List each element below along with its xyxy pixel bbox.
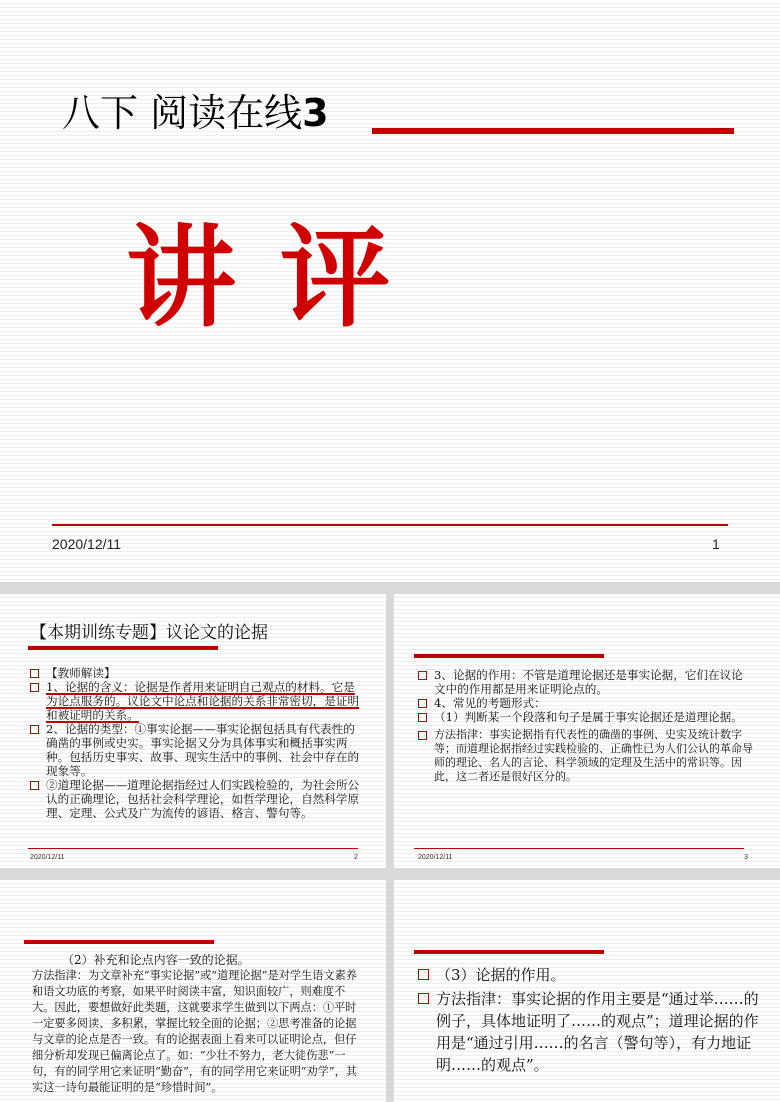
section-heading: （2）补充和论点内容一致的论据。 (62, 953, 250, 967)
slide-heading: 【本期训练专题】议论文的论据 (30, 623, 268, 643)
bullet-icon (30, 669, 39, 678)
title-rule (372, 128, 734, 134)
slide-number: 2 (354, 854, 358, 861)
bullet-icon (30, 781, 39, 790)
list-item: 2、论据的类型：①事实论据——事实论据包括具有代表性的确凿的事例或史实。事实论据又分为具体事实和概括事实两种。包括历史事实、故事、现实生活中的事例、社会中存在的现象等。 (30, 722, 360, 778)
heading-rule (28, 646, 218, 650)
list-item: 4、常见的考题形式： (418, 696, 754, 710)
bullet-list (418, 668, 754, 784)
footer-rule (52, 524, 728, 526)
title-text: 八下 阅读在线 (62, 91, 303, 135)
slide-3 (394, 594, 780, 868)
list-item: （1）判断某一个段落和句子是属于事实论据还是道理论据。 (418, 710, 754, 724)
bullet-icon (418, 731, 427, 740)
slide-5 (394, 880, 780, 1102)
big-heading: 讲评 (126, 214, 434, 342)
method-paragraph: 方法指津：为文章补充“事实论据”或“道理论据”是对学生语文素养和语文功底的考察，如果平时阅读丰富，知识面较广，则难度不大。因此，要想做好此类题，这就要求学生做到以下两点：①平时一定要多阅读、多积累，掌握比较全面的论据；②思考准备的论据与文章的论点是否一致。有的论据表面上看来可以证明论点，但仔细分析却发现已偏离论点了。如：“少壮不努力，老大徒伤悲”一句，有的同学用它来证明“勤奋”，有的同学用它来证明“劝学”，其实这一诗句最能证明的是“珍惜时间”。 (32, 969, 357, 1094)
slide-title (62, 82, 329, 137)
footer-rule (28, 848, 358, 849)
bullet-icon (418, 671, 427, 680)
top-rule (24, 940, 214, 944)
list-item: 1、论据的含义：论据是作者用来证明自己观点的材料。它是为论点服务的。议论文中论点和论据的关系非常密切，是证明和被证明的关系。 (30, 680, 360, 722)
bullet-list (418, 964, 764, 1076)
bullet-icon (418, 993, 429, 1004)
bullet-icon (418, 713, 427, 722)
list-item: ②道理论据——道理论据指经过人们实践检验的，为社会所公认的正确理论，包括社会科学理论，如哲学理论，自然科学原理、定理、公式及广为流传的谚语、格言、警句等。 (30, 778, 360, 820)
slide-date: 2020/12/11 (418, 854, 453, 861)
list-item: 方法指津：事实论据的作用主要是“通过举……的例子，具体地证明了……的观点”；道理论据的作用是“通过引用……的名言（警句等），有力地证明……的观点”。 (418, 988, 764, 1076)
bullet-icon (418, 699, 427, 708)
bullet-list (30, 666, 360, 820)
slide-2 (0, 594, 386, 868)
top-rule (414, 950, 604, 954)
slide-number: 3 (744, 854, 748, 861)
footer-rule (414, 848, 744, 849)
list-item: 3、论据的作用：不管是道理论据还是事实论据，它们在议论文中的作用都是用来证明论点的。 (418, 668, 754, 696)
list-item: 方法指津：事实论据指有代表性的确凿的事例、史实及统计数字等；而道理论据指经过实践检验的、正确性已为人们公认的革命导师的理论、名人的言论、科学领域的定理及生活中的常识等。因此，这二者还是很好区分的。 (418, 728, 754, 784)
slide-date: 2020/12/11 (52, 536, 122, 552)
list-item: 【教师解读】 (30, 666, 360, 680)
bullet-icon (30, 725, 39, 734)
list-item: （3）论据的作用。 (418, 964, 764, 986)
slide-date: 2020/12/11 (30, 854, 65, 861)
slide-4 (0, 880, 386, 1102)
top-rule (414, 654, 604, 658)
title-number: 3 (302, 91, 329, 135)
slide-number: 1 (712, 536, 720, 552)
bullet-icon (418, 969, 429, 980)
bullet-icon (30, 683, 39, 692)
